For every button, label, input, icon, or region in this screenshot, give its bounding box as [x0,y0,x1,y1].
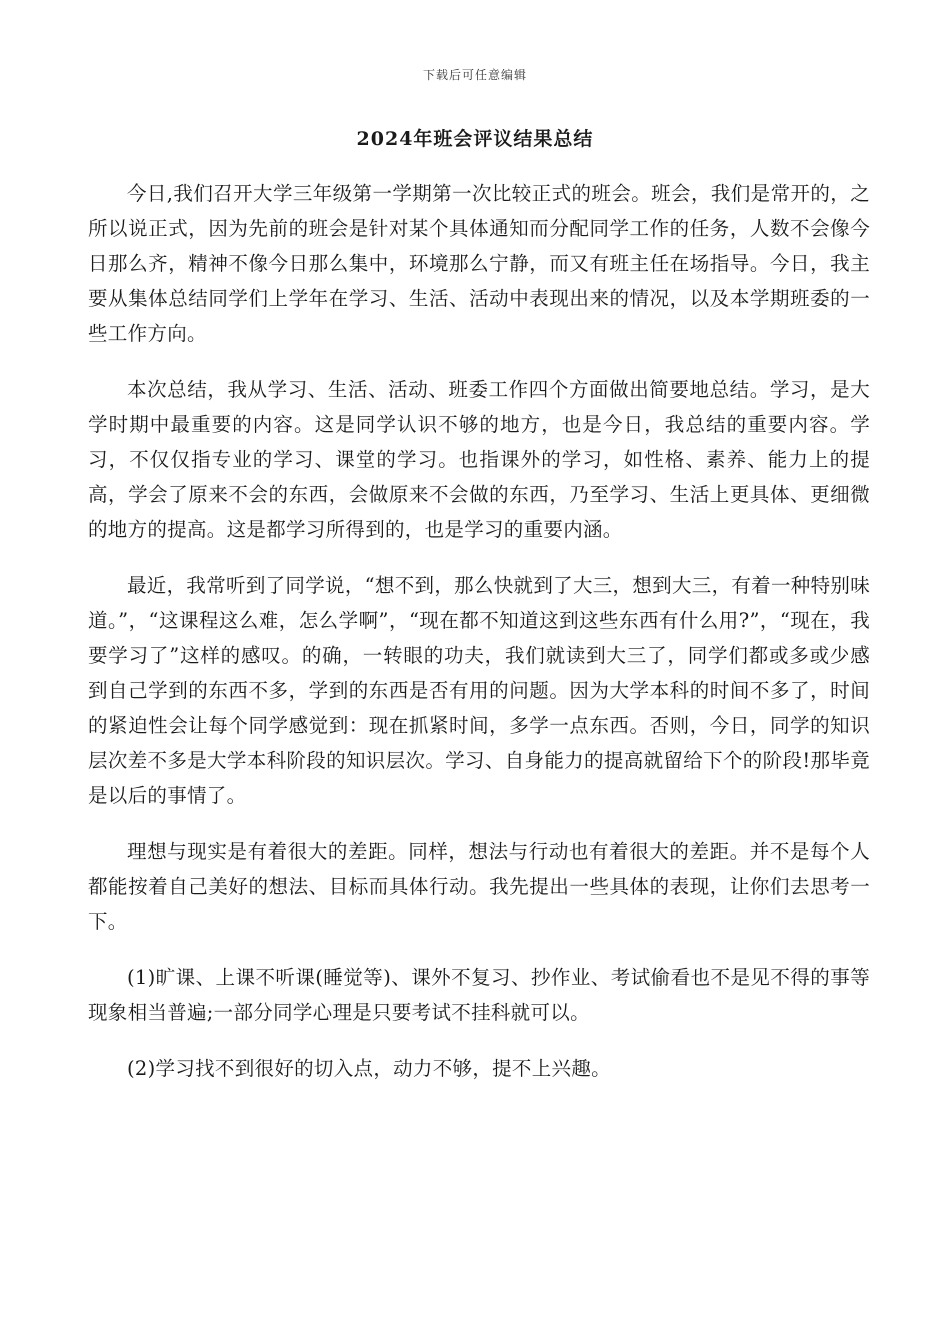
paragraph-item-2: (2)学习找不到很好的切入点，动力不够，提不上兴趣。 [127,1057,611,1080]
paragraph-item-1: (1)旷课、上课不听课(睡觉等)、课外不复习、抄作业、考试偷看也不是见不得的事等现象相当普遍;一部分同学心理是只要考试不挂科就可以。 [88,966,870,1024]
paragraph-summary-scope: 本次总结，我从学习、生活、活动、班委工作四个方面做出简要地总结。学习，是大学时期中最重要的内容。这是同学认识不够的地方，也是今日，我总结的重要内容。学习，不仅仅指专业的学习、课堂的学习。也指课外的学习，如性格、素养、能力上的提高，学会了原来不会的东西，会做原来不会做的东西，乃至学习、生活上更具体、更细微的地方的提高。这是都学习所得到的，也是学习的重要内涵。 [88,378,870,541]
document-body [88,176,870,1107]
paragraph-student-remarks: 最近，我常听到了同学说，“想不到，那么快就到了大三，想到大三，有着一种特别味道。”，“这课程这么难，怎么学啊”，“现在都不知道这到这些东西有什么用?”，“现在，我要学习了”这样的感叹。的确，一转眼的功夫，我们就读到大三了，同学们都或多或少感到自己学到的东西不多，学到的东西是否有用的问题。因为大学本科的时间不多了，时间的紧迫性会让每个同学感觉到：现在抓紧时间，多学一点东西。否则，今日，同学的知识层次差不多是大学本科阶段的知识层次。学习、自身能力的提高就留给下个的阶段!那毕竟是以后的事情了。 [88,574,870,807]
paragraph-intro: 今日,我们召开大学三年级第一学期第一次比较正式的班会。班会，我们是常开的，之所以说正式，因为先前的班会是针对某个具体通知而分配同学工作的任务，人数不会像今日那么齐，精神不像今日那么集中，环境那么宁静，而又有班主任在场指导。今日，我主要从集体总结同学们上学年在学习、生活、活动中表现出来的情况，以及本学期班委的一些工作方向。 [88,182,870,345]
header-note: 下载后可任意编辑 [422,68,527,82]
document-title: 2024年班会评议结果总结 [356,128,594,150]
paragraph-ideal-reality: 理想与现实是有着很大的差距。同样，想法与行动也有着很大的差距。并不是每个人都能按着自己美好的想法、目标而具体行动。我先提出一些具体的表现，让你们去思考一下。 [88,840,870,933]
